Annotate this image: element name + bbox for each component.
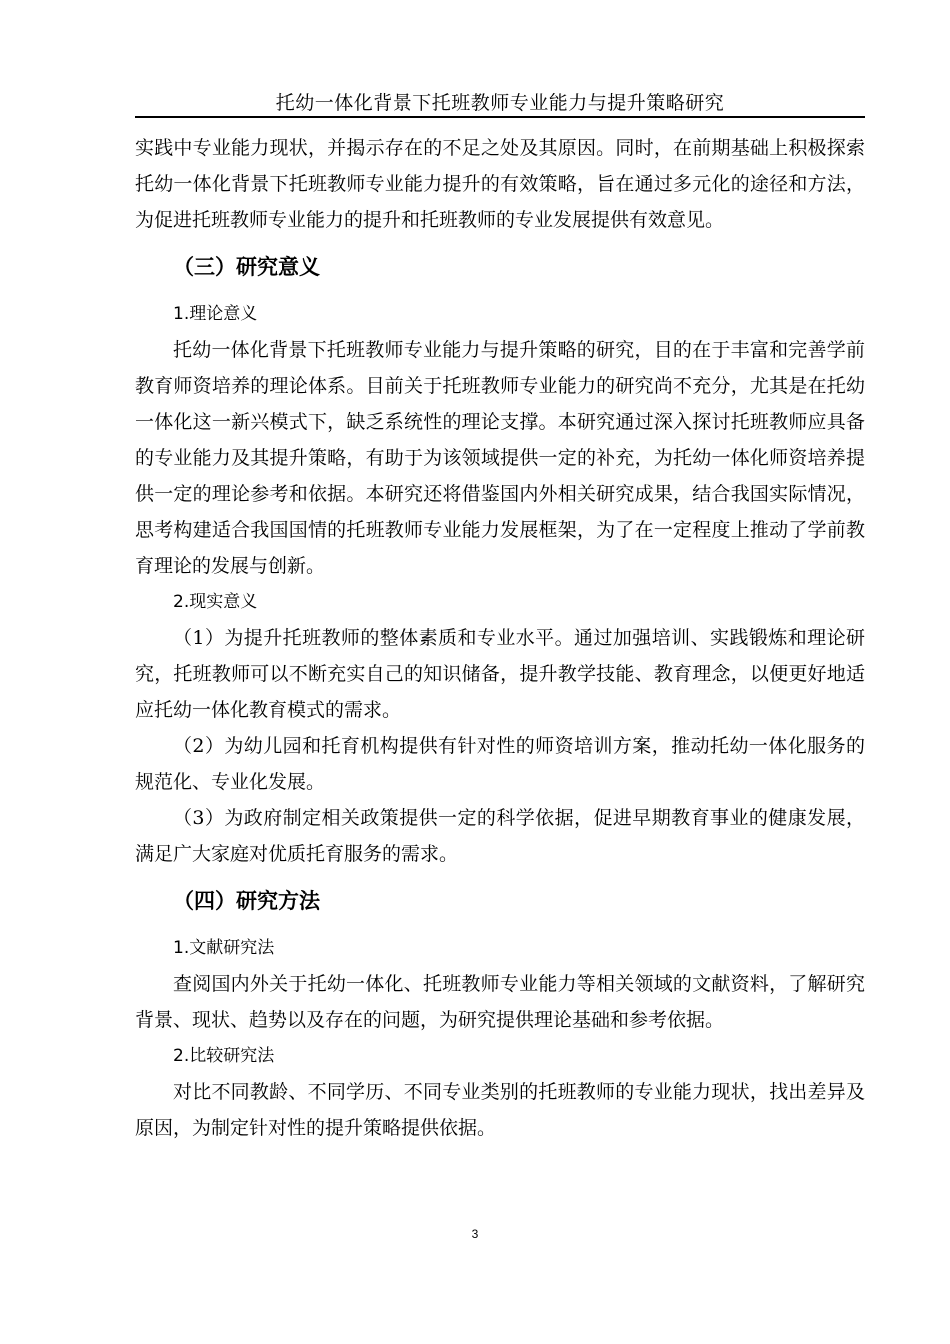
running-header-title: 托幼一体化背景下托班教师专业能力与提升策略研究 <box>275 92 725 114</box>
subheading-comparative-method: 2.比较研究法 <box>173 1046 275 1066</box>
practical-significance-item-3: （3）为政府制定相关政策提供一定的科学依据，促进早期教育事业的健康发展，满足广大家庭对优质托育服务的需求。 <box>135 807 865 865</box>
page-number: 3 <box>471 1227 479 1241</box>
page-body <box>135 130 865 1146</box>
practical-significance-item-2: （2）为幼儿园和托育机构提供有针对性的师资培训方案，推动托幼一体化服务的规范化、专业化发展。 <box>135 735 865 793</box>
comparative-method-paragraph: 对比不同教龄、不同学历、不同专业类别的托班教师的专业能力现状，找出差异及原因，为制定针对性的提升策略提供依据。 <box>135 1081 865 1139</box>
section-heading-research-significance: （三）研究意义 <box>173 255 320 279</box>
theoretical-significance-paragraph: 托幼一体化背景下托班教师专业能力与提升策略的研究，目的在于丰富和完善学前教育师资培养的理论体系。目前关于托班教师专业能力的研究尚不充分，尤其是在托幼一体化这一新兴模式下，缺乏系统性的理论支撑。本研究通过深入探讨托班教师应具备的专业能力及其提升策略，有助于为该领域提供一定的补充，为托幼一体化师资培养提供一定的理论参考和依据。本研究还将借鉴国内外相关研究成果，结合我国实际情况，思考构建适合我国国情的托班教师专业能力发展框架，为了在一定程度上推动了学前教育理论的发展与创新。 <box>135 339 865 577</box>
subheading-theoretical-significance: 1.理论意义 <box>173 304 258 324</box>
practical-significance-item-1: （1）为提升托班教师的整体素质和专业水平。通过加强培训、实践锻炼和理论研究，托班教师可以不断充实自己的知识储备，提升教学技能、教育理念，以便更好地适应托幼一体化教育模式的需求。 <box>135 627 865 721</box>
section-heading-research-methods: （四）研究方法 <box>173 889 320 913</box>
literature-method-paragraph: 查阅国内外关于托幼一体化、托班教师专业能力等相关领域的文献资料，了解研究背景、现状、趋势以及存在的问题，为研究提供理论基础和参考依据。 <box>135 973 865 1031</box>
header-divider <box>135 116 865 118</box>
subheading-literature-method: 1.文献研究法 <box>173 938 275 958</box>
subheading-practical-significance: 2.现实意义 <box>173 592 258 612</box>
intro-paragraph: 实践中专业能力现状，并揭示存在的不足之处及其原因。同时，在前期基础上积极探索托幼一体化背景下托班教师专业能力提升的有效策略，旨在通过多元化的途径和方法，为促进托班教师专业能力的提升和托班教师的专业发展提供有效意见。 <box>135 137 865 231</box>
